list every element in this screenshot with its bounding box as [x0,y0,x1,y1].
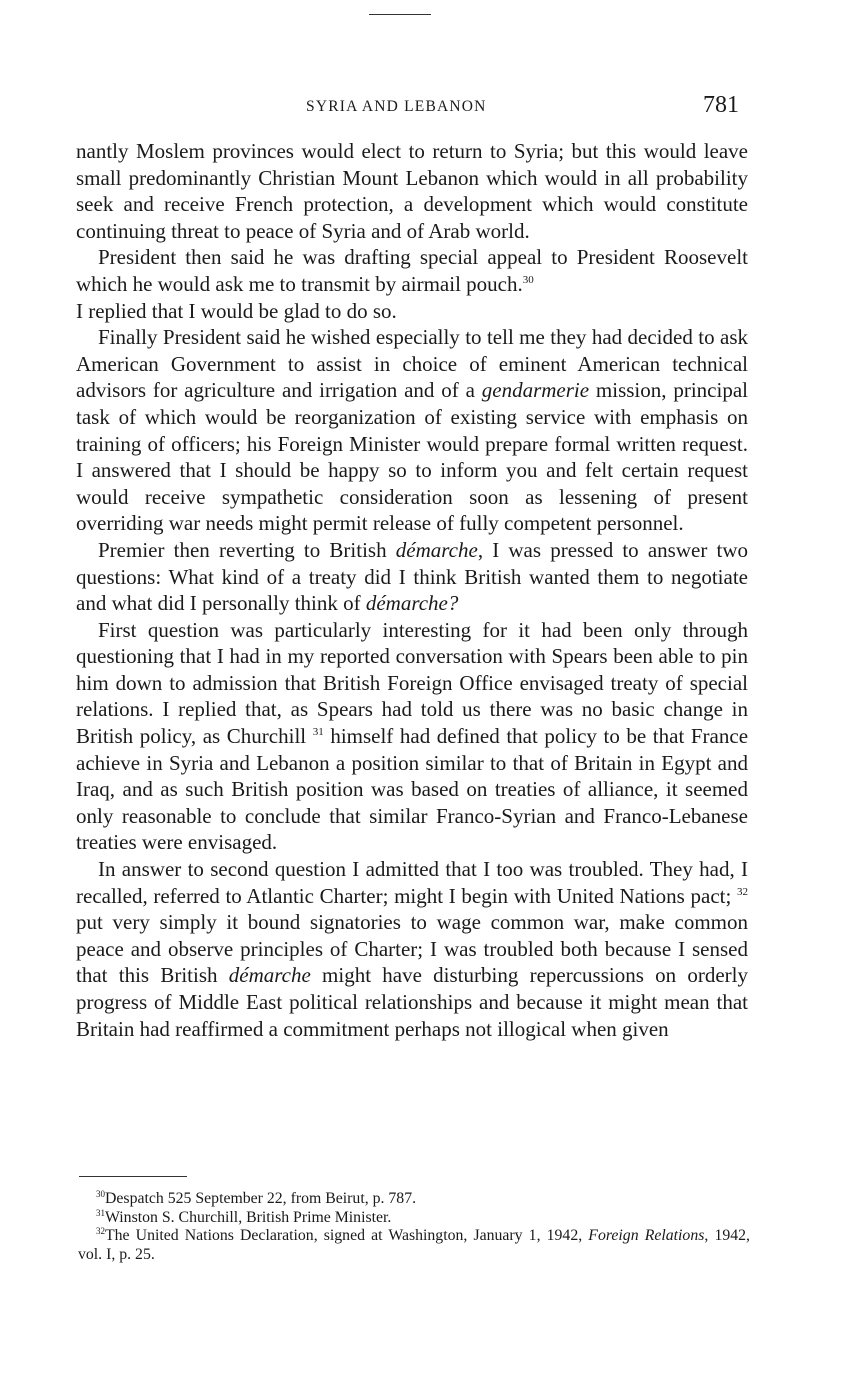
paragraph-6-text-b: put very simply it bound signatories to wage common war, make common peace and observe principles of Charter; I was troubled both because I sensed that this British [76,910,748,988]
footnote-30-text: Despatch 525 September 22, from Beirut, p. 787. [105,1190,417,1207]
paragraph-6 [76,856,748,1042]
footnote-31-text: Winston S. Churchill, British Prime Minister. [105,1208,392,1226]
footnote-32-number: 32 [96,1226,105,1236]
paragraph-6-italic: démarche [228,963,311,988]
footnote-32-italic: Foreign Relations [588,1227,705,1244]
footnote-32-end: , 1942, vol. I, p. 25. [78,1227,750,1263]
body-text [76,138,748,1042]
footnote-ref-31: 31 [312,726,324,739]
paragraph-2-text: President then said he was drafting special appeal to President Roosevelt which he would ask me to transmit by airmail pouch. [76,245,748,296]
footnotes [78,1190,750,1264]
paragraph-2 [76,244,748,324]
page-number: 781 [703,92,739,118]
top-rule [369,14,431,15]
paragraph-4-text-b: , I was pressed to answer two questions: What kind of a treaty did I think British wanted them to negotiate and what did I personally think of [76,537,748,616]
paragraph-4 [76,537,748,617]
paragraph-5-text-a: First question was particularly interesting for it had been only through questioning that I had in my reported conversation with Spears been able to pin him down to admission that British Foreign Office envisaged treaty of special relations. I replied that, as Spears had told us there was no basic change in British policy, as Churchill [76,617,748,749]
paragraph-3-text-a: Finally President said he wished especially to tell me they had decided to ask American Government to assist in choice of eminent American technical advisors for agriculture and irrigation and of a [76,325,748,403]
paragraph-5-text-b: himself had defined that policy to be that France achieve in Syria and Lebanon a position similar to that of Britain in Egypt and Iraq, and as such British position was based on treaties of alliance, it seemed only reasonable to conclude that similar Franco-Syrian and Franco-Lebanese treaties were envisaged. [76,724,749,855]
paragraph-1-text: nantly Moslem provinces would elect to return to Syria; but this would leave small predominantly Christian Mount Lebanon which would in all probability seek and receive French protection, a development which would constitute continuing threat to peace of Syria and of Arab world. [76,139,748,243]
footnote-32 [78,1227,750,1264]
paragraph-6-text-a: In answer to second question I admitted that I too was troubled. They had, I recalled, referred to Atlantic Charter; might I begin with United Nations pact; [76,857,748,908]
running-head [0,92,857,122]
footnote-30 [78,1190,750,1209]
paragraph-4-text-a: Premier then reverting to British [98,537,387,562]
paragraph-5 [76,617,748,856]
footnote-30-number: 30 [96,1189,105,1199]
footnote-rule [79,1176,187,1177]
paragraph-1 [76,138,748,244]
footnote-ref-32: 32 [737,885,748,898]
paragraph-4-italic-2: démarche? [365,591,459,616]
footnote-32-text: The United Nations Declaration, signed at Washington, January 1, 1942, [105,1227,583,1244]
paragraph-4-italic-1: démarche [395,537,478,562]
running-title: SYRIA AND LEBANON [306,98,487,115]
footnote-ref-30: 30 [522,273,534,286]
footnote-31 [78,1209,750,1228]
paragraph-6-text-c: might have disturbing repercussions on orderly progress of Middle East political relationships and because it might mean that Britain had reaffirmed a commitment perhaps not illogical when given [76,963,749,1041]
paragraph-3 [76,324,748,537]
paragraph-3-text-b: mission, principal task of which would be reorganization of existing service with emphasis on training of officers; his Foreign Minister would prepare formal written request. I answered that I should be happy so to inform you and felt certain request would receive sympathetic consideration soon as lessening of present overriding war needs might permit release of fully competent personnel. [76,378,748,536]
paragraph-3-italic: gendarmerie [481,378,590,403]
paragraph-2-end: I replied that I would be glad to do so. [76,298,397,323]
footnote-31-number: 31 [96,1207,105,1218]
